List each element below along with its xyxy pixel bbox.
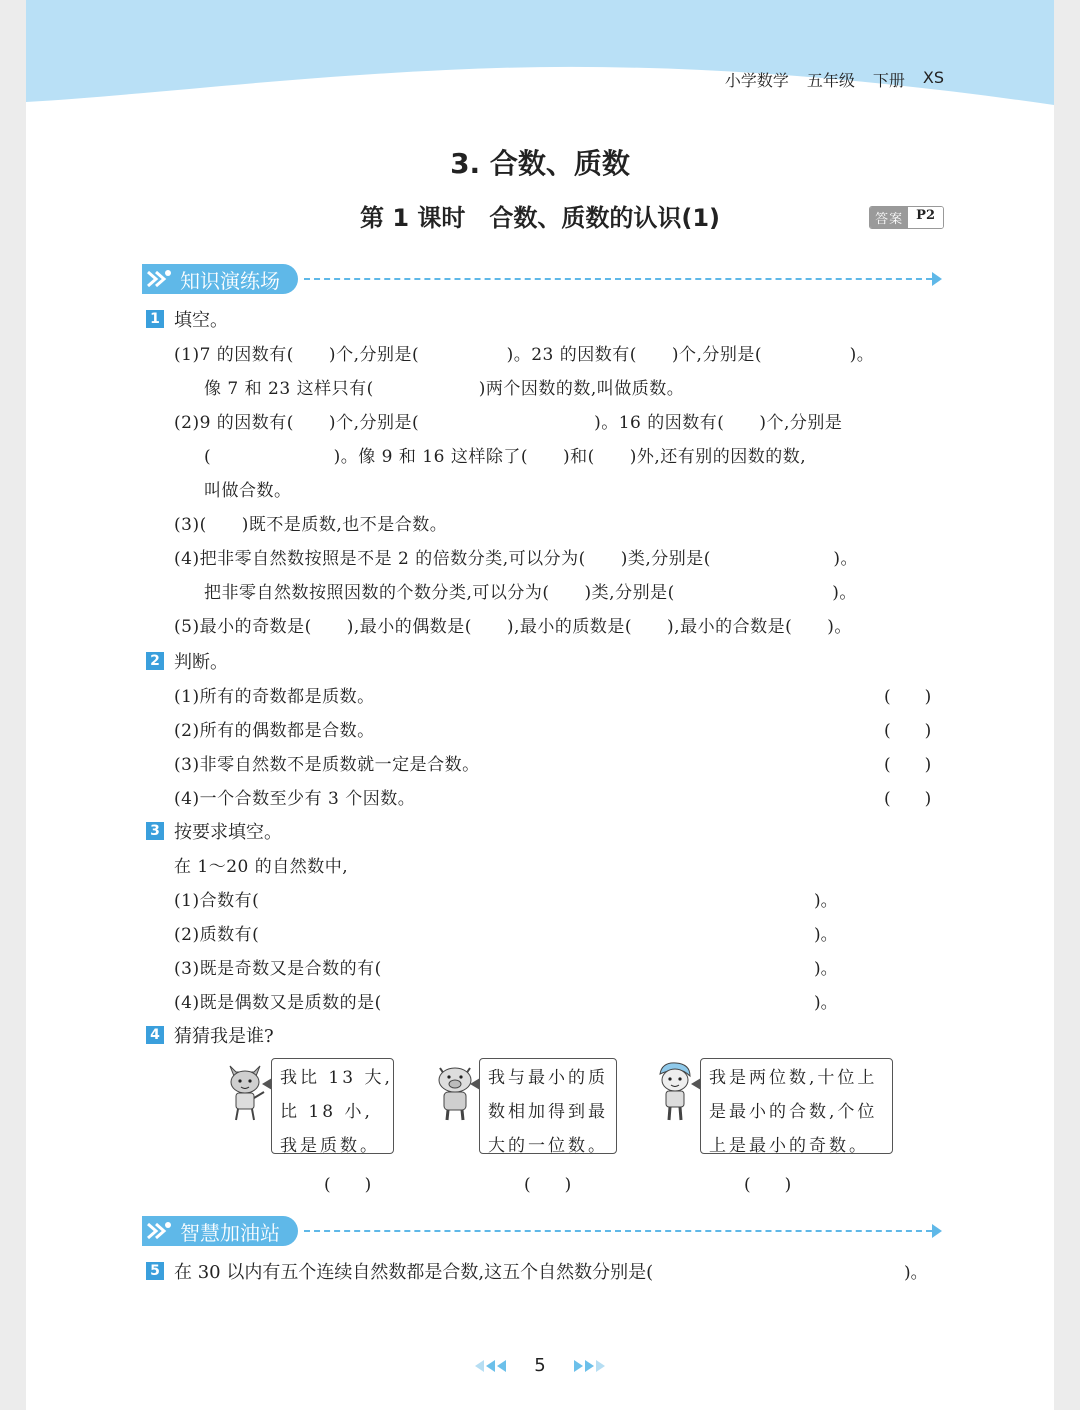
chapter-title: 3. 合数、质数 [450,147,630,180]
question-number-4: 4 [146,1026,164,1044]
bubble-2-line-2: 数相加得到最 [488,1102,608,1122]
section-title-practice: 知识演练场 [180,268,280,293]
cat-character-icon [220,1060,270,1124]
bubble-1-line-1: 我比 13 大, [280,1068,393,1088]
q1-line-9: (5)最小的奇数是( ),最小的偶数是( ),最小的质数是( ),最小的合数是( )。 [174,617,852,637]
question-5-heading [146,1258,653,1284]
speech-bubble-2 [479,1058,617,1154]
page-footer [26,1355,1054,1376]
runner-icon [144,266,174,292]
q2-answer-blank-3[interactable]: ( ) [884,755,932,775]
bubble-3-line-1: 我是两位数,十位上 [709,1068,878,1088]
q1-line-1: (1)7 的因数有( )个,分别是( )。23 的因数有( )个,分别是( )。 [174,345,875,365]
dashed-line [304,278,932,280]
prev-arrows-icon [475,1360,506,1372]
speech-bubble-1 [271,1058,394,1154]
q1-line-8: 把非零自然数按照因数的个数分类,可以分为( )类,分别是( )。 [204,583,857,603]
q1-line-7: (4)把非零自然数按照是不是 2 的倍数分类,可以分为( )类,分别是( )。 [174,549,859,569]
arrow-right-icon [932,272,942,286]
q3-close-1: )。 [814,891,838,911]
q3-close-4: )。 [814,993,838,1013]
question-2-heading [146,648,228,674]
q4-answer-blank-1[interactable]: ( ) [324,1175,372,1195]
arrow-right-icon [932,1224,942,1238]
bubble-3-line-3: 上是最小的奇数。 [709,1136,869,1156]
q2-answer-blank-4[interactable]: ( ) [884,789,932,809]
bubble-1-line-2: 比 18 小, [280,1102,373,1122]
answer-page-tag [869,206,944,229]
header-wave-decoration [26,0,1054,110]
q2-answer-blank-2[interactable]: ( ) [884,721,932,741]
boy-character-icon [652,1060,698,1124]
q3-item-2: (2)质数有( [174,925,260,945]
book-header [725,68,944,91]
section-banner-practice [142,262,942,296]
question-4-prompt: 猜猜我是谁? [174,1026,274,1047]
bubble-2-line-3: 大的一位数。 [488,1136,608,1156]
q3-item-1: (1)合数有( [174,891,260,911]
q2-item-2: (2)所有的偶数都是合数。 [174,721,375,741]
bubble-2-line-1: 我与最小的质 [488,1068,608,1088]
header-grade: 五年级 [806,71,855,90]
question-3-prompt: 按要求填空。 [174,822,282,843]
next-arrows-icon [574,1360,605,1372]
runner-icon [144,1218,174,1244]
q4-answer-blank-3[interactable]: ( ) [744,1175,792,1195]
question-4-heading [146,1022,274,1048]
question-number-2: 2 [146,652,164,670]
q1-line-3: (2)9 的因数有( )个,分别是( )。16 的因数有( )个,分别是 [174,413,843,433]
question-number-5: 5 [146,1262,164,1280]
page-number: 5 [534,1355,546,1376]
q2-answer-blank-1[interactable]: ( ) [884,687,932,707]
q4-answer-blank-2[interactable]: ( ) [524,1175,572,1195]
question-2-prompt: 判断。 [174,652,228,673]
question-number-3: 3 [146,822,164,840]
workbook-page [26,0,1054,1410]
header-volume: 下册 [872,71,905,90]
q2-item-1: (1)所有的奇数都是质数。 [174,687,375,707]
question-3-heading [146,818,282,844]
q3-close-3: )。 [814,959,838,979]
dashed-line [304,1230,932,1232]
q1-line-4: ( )。像 9 和 16 这样除了( )和( )外,还有别的因数的数, [204,447,807,467]
section-pill [142,264,298,294]
answer-page: P2 [908,207,943,228]
question-number-1: 1 [146,310,164,328]
q3-item-4: (4)既是偶数又是质数的是( [174,993,382,1013]
q3-item-3: (3)既是奇数又是合数的有( [174,959,382,979]
q5-close: )。 [904,1263,928,1283]
q2-item-4: (4)一个合数至少有 3 个因数。 [174,789,416,809]
speech-bubble-3 [700,1058,893,1154]
pig-character-icon [428,1060,482,1124]
lesson-title: 第 1 课时 合数、质数的认识(1) [359,204,721,232]
question-1-heading [146,306,228,332]
section-pill [142,1216,298,1246]
question-1-prompt: 填空。 [174,310,228,331]
section-banner-boost [142,1214,942,1248]
question-5-prompt: 在 30 以内有五个连续自然数都是合数,这五个自然数分别是( [174,1262,654,1283]
section-title-boost: 智慧加油站 [180,1220,280,1245]
q3-intro: 在 1～20 的自然数中, [174,857,349,877]
q2-item-3: (3)非零自然数不是质数就一定是合数。 [174,755,480,775]
bubble-3-line-2: 是最小的合数,个位 [709,1102,878,1122]
q1-line-5: 叫做合数。 [204,481,292,501]
bubble-1-line-3: 我是质数。 [280,1136,380,1156]
answer-label: 答案 [870,207,908,228]
header-subject: 小学数学 [724,71,789,90]
q1-line-2: 像 7 和 23 这样只有( )两个因数的数,叫做质数。 [204,379,685,399]
header-edition: XS [922,68,944,87]
q3-close-2: )。 [814,925,838,945]
q1-line-6: (3)( )既不是质数,也不是合数。 [174,515,448,535]
